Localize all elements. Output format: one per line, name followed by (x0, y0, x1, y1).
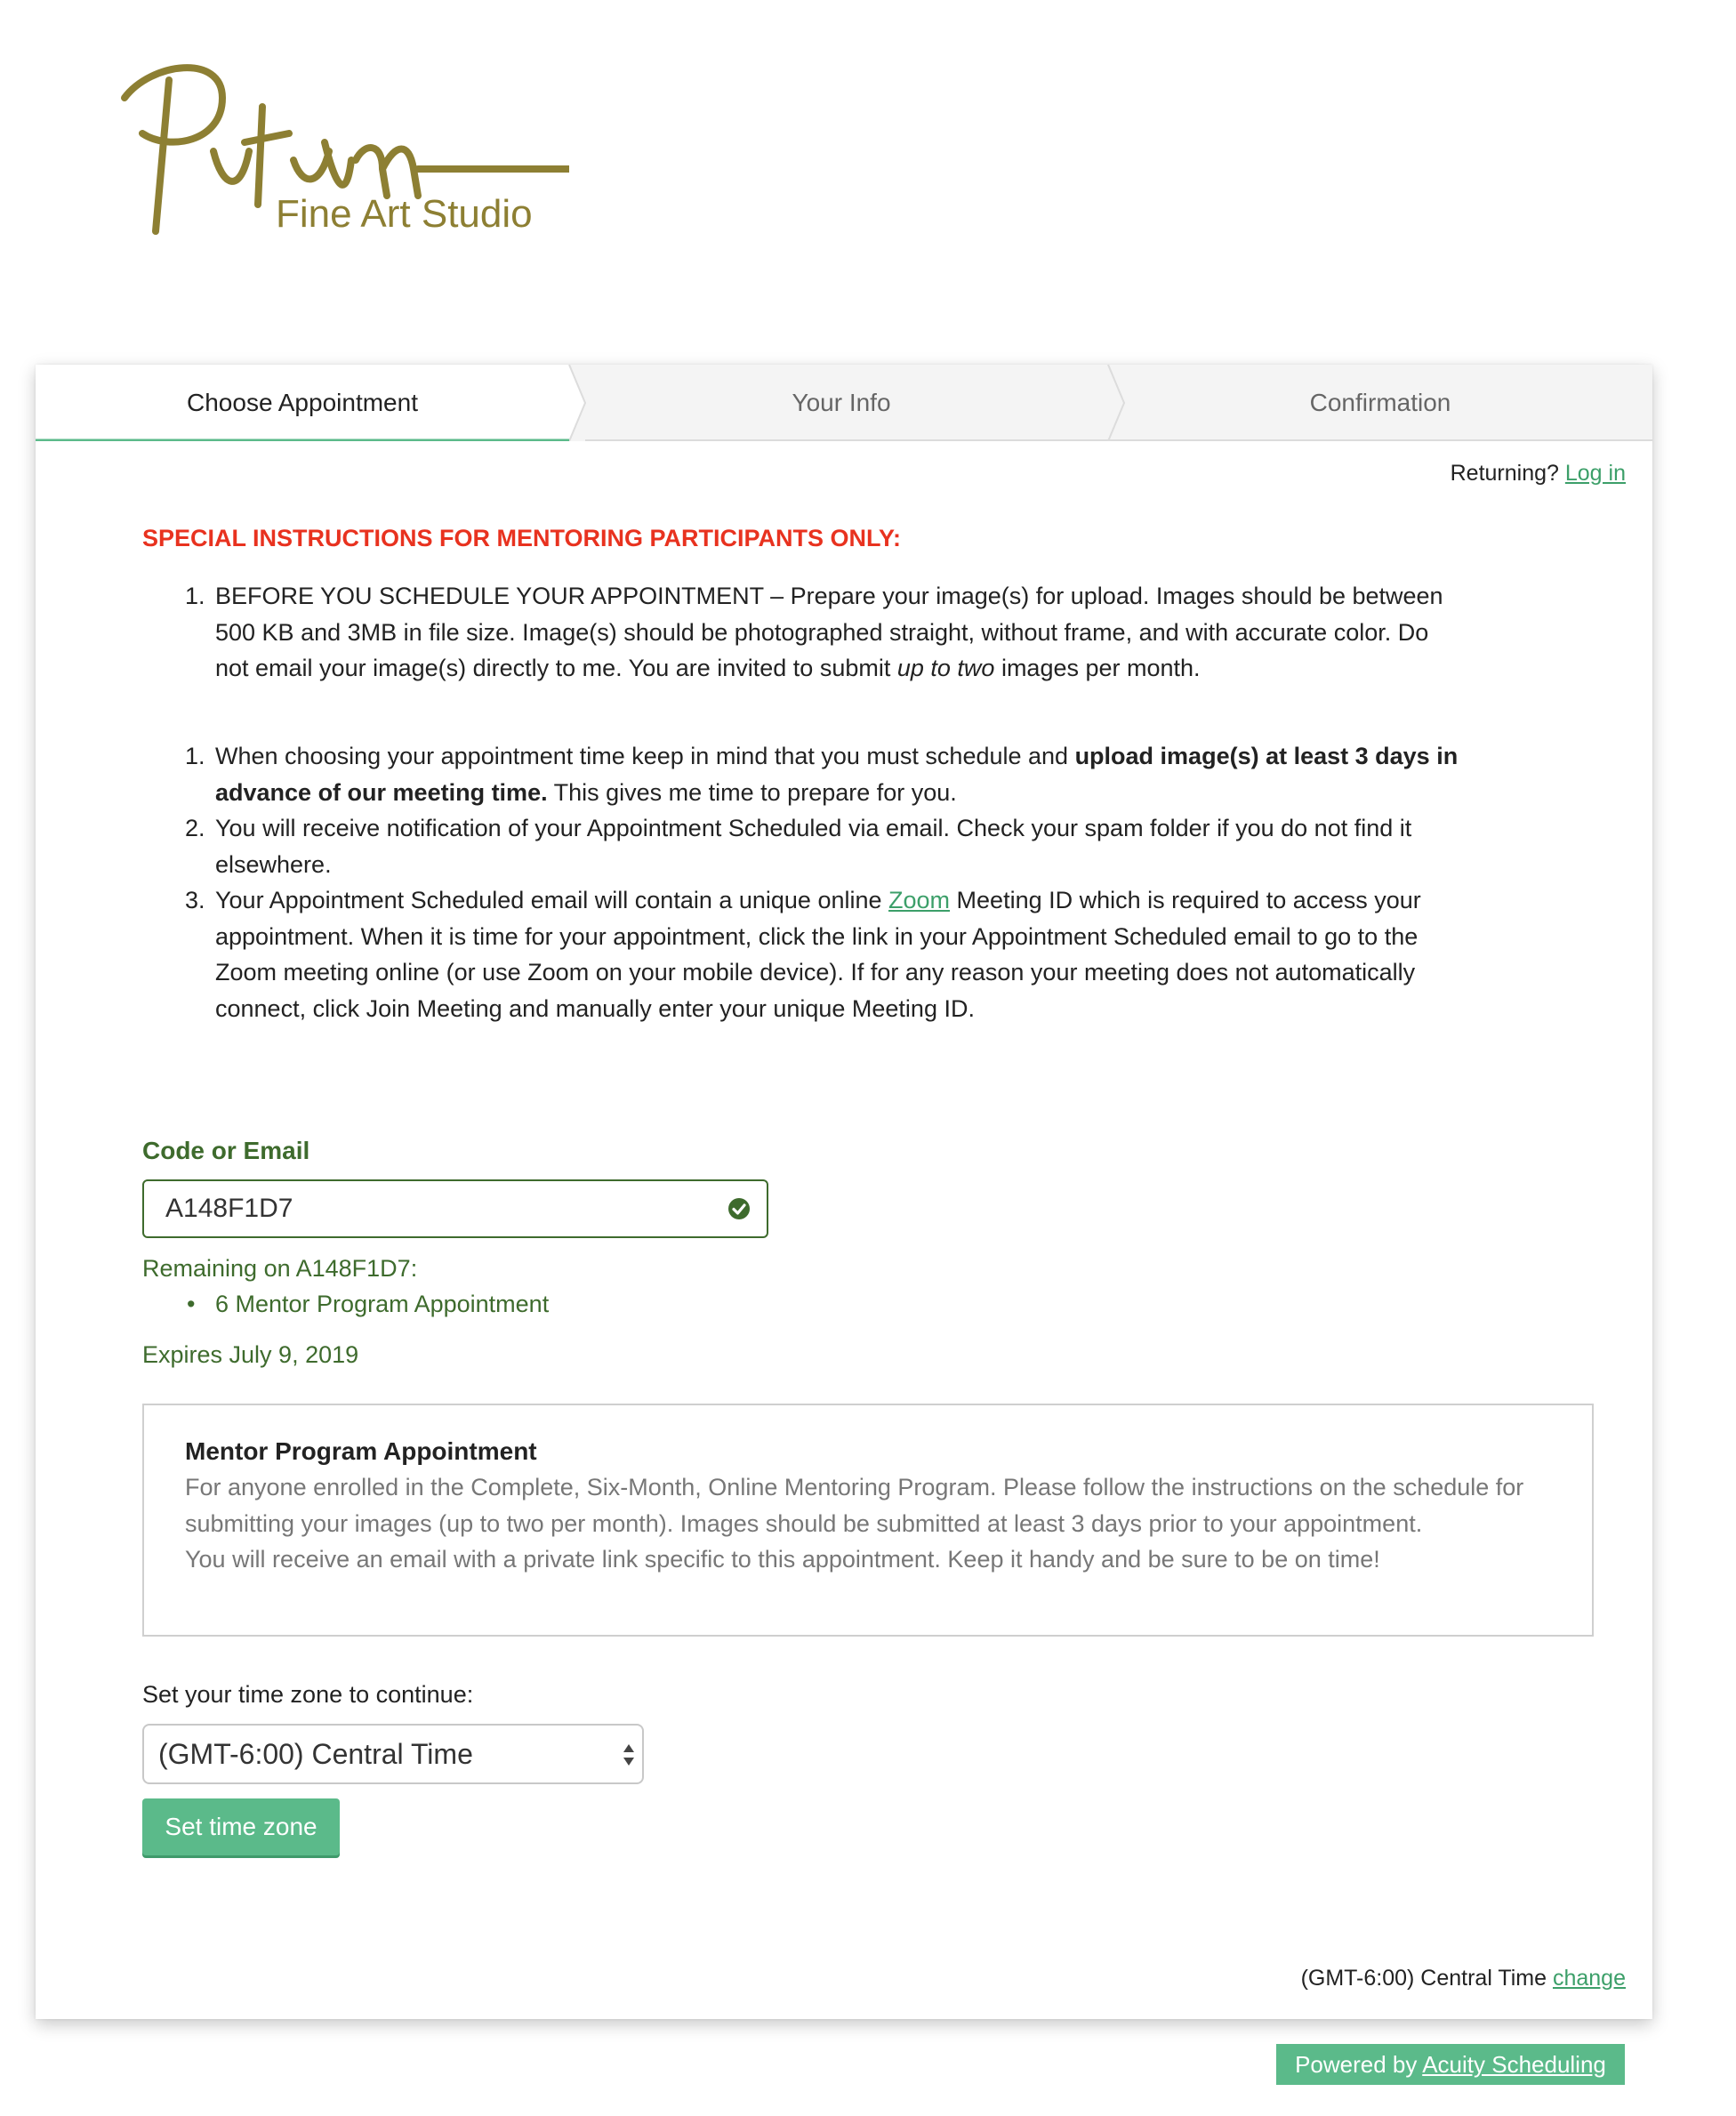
instruction-emphasis: up to two (896, 655, 995, 681)
returning-prompt (1451, 461, 1626, 487)
appointment-desc-2: You will receive an email with a private link specific to this appointment. Keep it handy and be sure to be on time! (185, 1546, 1380, 1573)
appointment-description (185, 1469, 1551, 1578)
remaining-label: Remaining on A148F1D7: (142, 1255, 418, 1282)
list-item (142, 738, 1459, 810)
logo-subtitle: Fine Art Studio (276, 192, 533, 236)
remaining-list (142, 1286, 549, 1322)
returning-text: Returning? (1450, 461, 1559, 486)
powered-by-badge (1276, 2044, 1625, 2085)
change-timezone-link[interactable]: change (1552, 1966, 1626, 1991)
timezone-footer (1301, 1966, 1626, 1991)
list-number: 3. (185, 887, 205, 913)
remaining-item: • 6 Mentor Program Appointment (142, 1286, 549, 1322)
list-item (142, 882, 1459, 1026)
acuity-scheduling-link[interactable]: Acuity Scheduling (1422, 2051, 1606, 2078)
appointment-desc-1: For anyone enrolled in the Complete, Six-Month, Online Mentoring Program. Please follow the instructions on the schedule for submitting your images (up to two per month). Images should be submitted at least 3 days prior to your appointment. (185, 1474, 1524, 1537)
instruction-text: You will receive notification of your Appointment Scheduled via email. Check your spam folder if you do not find it elsewhere. (215, 815, 1412, 878)
login-link[interactable]: Log in (1564, 461, 1626, 486)
instruction-strong: upload image(s) at least 3 days in advance of our meeting time. (215, 743, 1459, 806)
instruction-text: Your Appointment Scheduled email will contain a unique online (215, 887, 889, 913)
list-item (142, 810, 1459, 882)
step-confirmation[interactable]: Confirmation (1309, 389, 1451, 416)
instruction-text-end: images per month. (994, 655, 1201, 681)
instruction-text-end: Meeting ID which is required to access your appointment. When it is time for your appointment, click the link in your Appointment Scheduled email to go to the Zoom meeting online (or use Zoom on your mobile device). If for any reason your meeting does not automatically connect, click Join Meeting and manually enter your unique Meeting ID. (215, 887, 1421, 1022)
zoom-link[interactable]: Zoom (888, 887, 951, 913)
list-number: 2. (185, 815, 205, 841)
appointment-title: Mentor Program Appointment (185, 1437, 537, 1465)
remaining-info (142, 1251, 549, 1322)
special-instructions-heading: SPECIAL INSTRUCTIONS FOR MENTORING PARTICIPANTS ONLY: (142, 525, 902, 551)
instruction-text: BEFORE YOU SCHEDULE YOUR APPOINTMENT – Prepare your image(s) for upload. Images should be between 500 KB and 3MB in file size. Image(s) should be photographed straight, without frame, and with accurate color. Do not email your image(s) directly to me. You are invited to submit (215, 583, 1443, 681)
timezone-footer-text: (GMT-6:00) Central Time (1300, 1966, 1547, 1991)
list-item (142, 578, 1459, 687)
select-arrows-icon (621, 1742, 637, 1768)
list-number: 1. (185, 743, 205, 769)
code-email-value: A148F1D7 (165, 1194, 293, 1223)
check-circle-icon (727, 1197, 751, 1220)
timezone-selected: (GMT-6:00) Central Time (158, 1738, 473, 1770)
list-number: 1. (185, 583, 205, 609)
timezone-select[interactable] (142, 1724, 644, 1784)
appointment-type-card[interactable] (142, 1404, 1594, 1637)
step-bar (36, 365, 1652, 441)
code-email-label: Code or Email (142, 1137, 310, 1164)
step-choose-appointment[interactable]: Choose Appointment (187, 389, 418, 416)
powered-by-text: Powered by (1295, 2051, 1418, 2078)
code-email-input[interactable] (142, 1179, 768, 1238)
instruction-text-end: This gives me time to prepare for you. (547, 778, 957, 806)
code-expiration: Expires July 9, 2019 (142, 1341, 359, 1368)
set-time-zone-button[interactable]: Set time zone (142, 1798, 340, 1855)
putnam-logo (89, 44, 569, 258)
instructions-list-1 (142, 578, 1459, 687)
instructions-list-2 (142, 738, 1459, 1026)
instruction-text: When choosing your appointment time keep in mind that you must schedule and (215, 743, 1075, 769)
scheduling-card (36, 365, 1652, 2019)
step-your-info[interactable]: Your Info (792, 389, 891, 416)
timezone-label: Set your time zone to continue: (142, 1681, 474, 1708)
